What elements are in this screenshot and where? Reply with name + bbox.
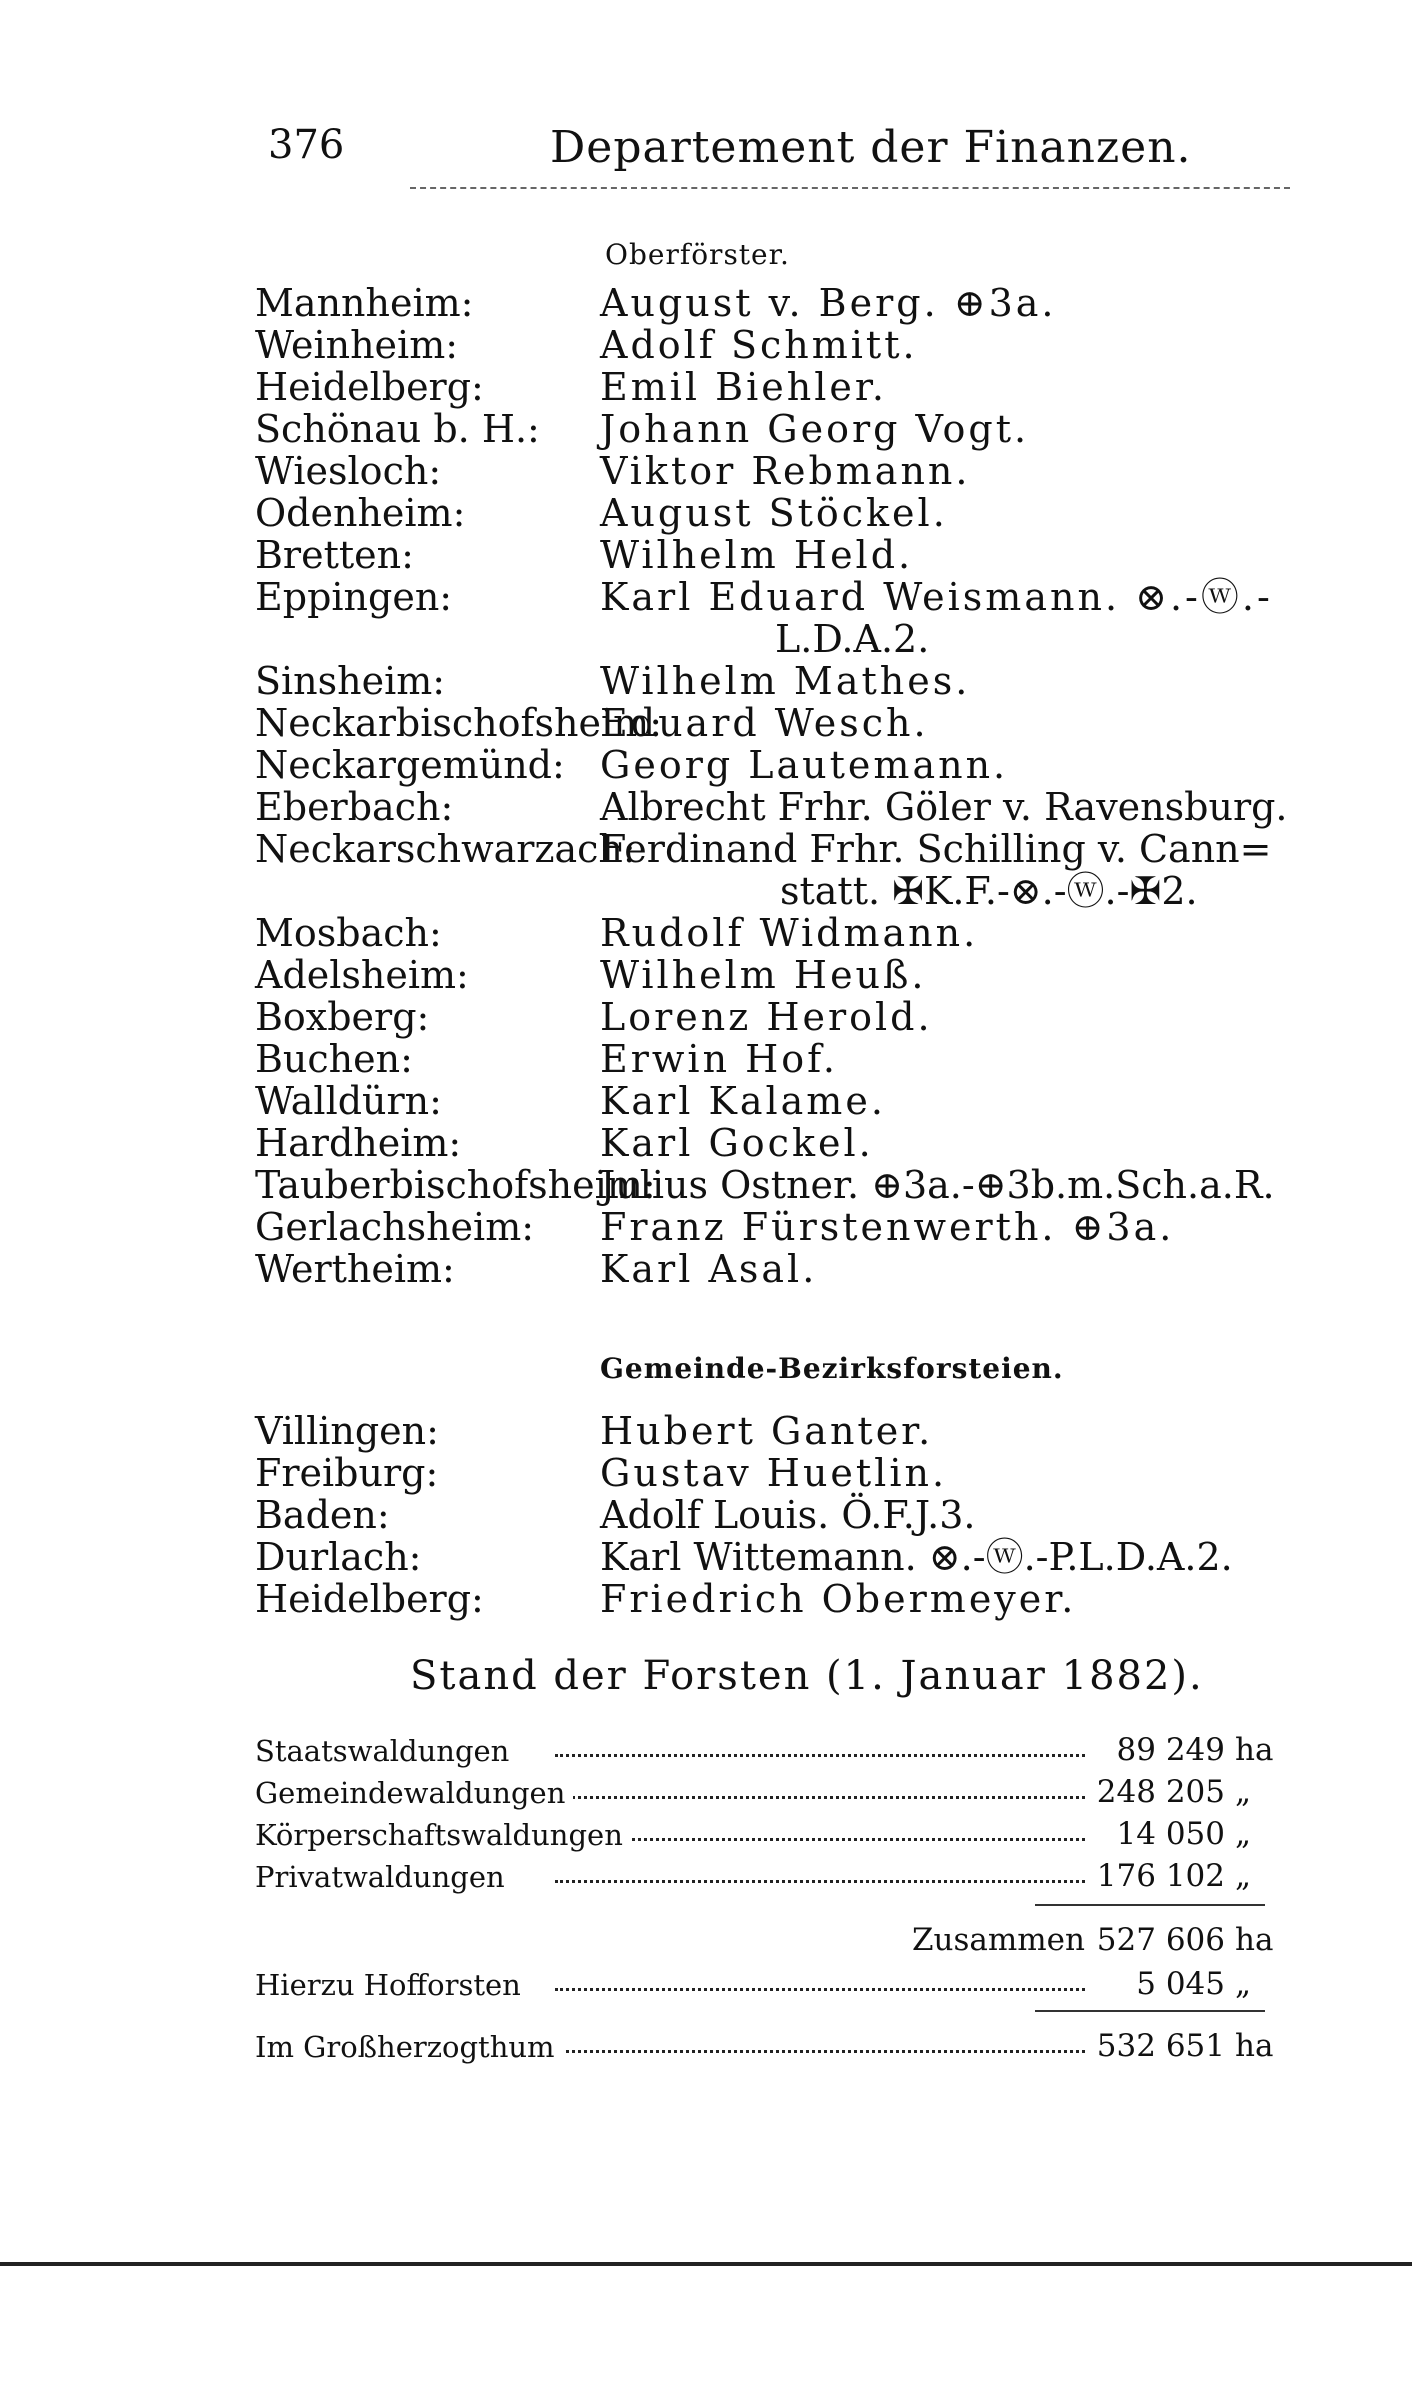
oberfoerster-list	[255, 282, 1315, 1290]
row-value: 176 102	[1096, 1858, 1225, 1894]
list-item	[255, 1452, 1315, 1494]
entry-place: Freiburg:	[255, 1451, 439, 1495]
list-item	[255, 1206, 1315, 1248]
dot-leader	[555, 1880, 1085, 1883]
entry-place: Hardheim:	[255, 1121, 462, 1165]
row-unit: „	[1235, 1966, 1252, 2002]
entry-place: Sinsheim:	[255, 659, 446, 703]
list-item	[255, 828, 1315, 912]
scan-edge-rule	[0, 2262, 1412, 2266]
entry-name: Wilhelm Heuß.	[600, 953, 927, 997]
entry-name: Karl Kalame.	[600, 1079, 886, 1123]
row-value: 5 045	[1136, 1966, 1225, 2002]
addition-row	[255, 1962, 1285, 2004]
entry-name: Adolf Louis. Ö.F.J.3.	[600, 1493, 976, 1537]
entry-place: Durlach:	[255, 1535, 422, 1579]
entry-place: Neckarbischofsheim:	[255, 701, 662, 745]
list-item	[255, 534, 1315, 576]
gemeinde-list	[255, 1410, 1315, 1620]
entry-place: Wertheim:	[255, 1247, 455, 1291]
entry-place: Gerlachsheim:	[255, 1205, 535, 1249]
entry-name: Friedrich Obermeyer.	[600, 1577, 1077, 1621]
running-title: Departement der Finanzen.	[550, 122, 1192, 173]
entry-name: Karl Gockel.	[600, 1121, 874, 1165]
entry-name: Lorenz Herold.	[600, 995, 933, 1039]
entry-name: August v. Berg. ⊕3a.	[600, 281, 1057, 325]
section-heading-gemeinde: Gemeinde-Bezirksforsteien.	[600, 1352, 1064, 1385]
entry-place: Walldürn:	[255, 1079, 442, 1123]
entry-place: Tauberbischofsheim:	[255, 1163, 656, 1207]
list-item	[255, 1038, 1315, 1080]
list-item	[255, 408, 1315, 450]
entry-place: Odenheim:	[255, 491, 466, 535]
entry-name: Rudolf Widmann.	[600, 911, 979, 955]
page-header	[250, 118, 1300, 178]
row-value: 14 050	[1116, 1816, 1225, 1852]
list-item	[255, 1080, 1315, 1122]
entry-name: Hubert Ganter.	[600, 1409, 934, 1453]
page-number: 376	[268, 122, 345, 168]
entry-place: Mosbach:	[255, 911, 442, 955]
entry-name: Emil Biehler.	[600, 365, 887, 409]
entry-name: Albrecht Frhr. Göler v. Ravensburg.	[600, 785, 1288, 829]
entry-place: Schönau b. H.:	[255, 407, 540, 451]
list-item	[255, 1164, 1315, 1206]
list-item	[255, 450, 1315, 492]
list-item	[255, 1122, 1315, 1164]
entry-place: Heidelberg:	[255, 365, 484, 409]
table-row	[255, 1728, 1285, 1770]
list-item	[255, 1494, 1315, 1536]
forest-status-title: Stand der Forsten (1. Januar 1882).	[410, 1653, 1204, 1699]
total-rule	[1035, 2010, 1265, 2012]
list-item	[255, 282, 1315, 324]
entry-place: Bretten:	[255, 533, 414, 577]
list-item	[255, 786, 1315, 828]
entry-name: Johann Georg Vogt.	[600, 407, 1030, 451]
section-heading-oberfoerster: Oberförster.	[605, 238, 790, 271]
entry-name: Wilhelm Held.	[600, 533, 914, 577]
row-label: Hierzu Hofforsten	[255, 1968, 529, 2002]
list-item	[255, 1536, 1315, 1578]
entry-place: Adelsheim:	[255, 953, 469, 997]
list-item	[255, 912, 1315, 954]
list-item	[255, 996, 1315, 1038]
dot-leader	[555, 1796, 1085, 1799]
dot-leader	[555, 1838, 1085, 1841]
list-item	[255, 744, 1315, 786]
entry-place: Eppingen:	[255, 575, 453, 619]
entry-name-continuation: L.D.A.2.	[775, 617, 930, 661]
list-item	[255, 702, 1315, 744]
table-row	[255, 1812, 1285, 1854]
entry-name: Gustav Huetlin.	[600, 1451, 948, 1495]
dot-leader	[555, 1754, 1085, 1757]
entry-name: Viktor Rebmann.	[600, 449, 971, 493]
subtotal-rule	[1035, 1904, 1265, 1906]
entry-name: Karl Eduard Weismann. ⊗.-ⓦ.-	[600, 575, 1273, 619]
subtotal-unit: ha	[1235, 1922, 1274, 1958]
list-item	[255, 366, 1315, 408]
entry-place: Weinheim:	[255, 323, 459, 367]
entry-name: Eduard Wesch.	[600, 701, 929, 745]
entry-name: August Stöckel.	[600, 491, 948, 535]
total-value: 532 651	[1096, 2028, 1225, 2064]
list-item	[255, 954, 1315, 996]
entry-place: Villingen:	[255, 1409, 439, 1453]
entry-place: Mannheim:	[255, 281, 474, 325]
row-unit: „	[1235, 1858, 1252, 1894]
entry-place: Neckargemünd:	[255, 743, 565, 787]
entry-name: Wilhelm Mathes.	[600, 659, 971, 703]
forest-status-table	[255, 1728, 1285, 2078]
entry-name: Georg Lautemann.	[600, 743, 1009, 787]
entry-name: Karl Asal.	[600, 1247, 818, 1291]
entry-name: Franz Fürstenwerth. ⊕3a.	[600, 1205, 1175, 1249]
entry-place: Eberbach:	[255, 785, 454, 829]
total-label: Im Großherzogthum	[255, 2030, 563, 2064]
entry-place: Boxberg:	[255, 995, 430, 1039]
list-item	[255, 1578, 1315, 1620]
entry-place: Wiesloch:	[255, 449, 442, 493]
entry-name: Karl Wittemann. ⊗.-ⓦ.-P.L.D.A.2.	[600, 1535, 1233, 1579]
row-label: Körperschaftswaldungen	[255, 1818, 631, 1852]
row-label: Privatwaldungen	[255, 1860, 513, 1894]
total-row	[255, 2024, 1285, 2066]
entry-place: Buchen:	[255, 1037, 413, 1081]
list-item	[255, 660, 1315, 702]
list-item	[255, 1410, 1315, 1452]
table-row	[255, 1854, 1285, 1896]
row-label: Staatswaldungen	[255, 1734, 517, 1768]
entry-name: Ferdinand Frhr. Schilling v. Cann=	[600, 827, 1272, 871]
list-item	[255, 324, 1315, 366]
subtotal-row	[255, 1918, 1285, 1960]
dot-leader	[555, 1988, 1085, 1991]
row-unit: ha	[1235, 1732, 1274, 1768]
row-unit: „	[1235, 1816, 1252, 1852]
row-value: 248 205	[1096, 1774, 1225, 1810]
row-value: 89 249	[1116, 1732, 1225, 1768]
row-label: Gemeindewaldungen	[255, 1776, 573, 1810]
entry-place: Heidelberg:	[255, 1577, 484, 1621]
subtotal-label: Zusammen	[912, 1922, 1085, 1958]
entry-place: Neckarschwarzach:	[255, 827, 636, 871]
entry-name: Julius Ostner. ⊕3a.-⊕3b.m.Sch.a.R.	[600, 1163, 1275, 1207]
row-unit: „	[1235, 1774, 1252, 1810]
dot-leader	[555, 2050, 1085, 2053]
list-item	[255, 1248, 1315, 1290]
list-item	[255, 492, 1315, 534]
header-rule	[410, 187, 1290, 189]
table-row	[255, 1770, 1285, 1812]
entry-name-continuation: statt. ✠K.F.-⊗.-ⓦ.-✠2.	[780, 869, 1198, 913]
entry-place: Baden:	[255, 1493, 390, 1537]
list-item	[255, 576, 1315, 660]
entry-name: Erwin Hof.	[600, 1037, 838, 1081]
total-unit: ha	[1235, 2028, 1274, 2064]
entry-name: Adolf Schmitt.	[600, 323, 918, 367]
subtotal-value: 527 606	[1096, 1922, 1225, 1958]
